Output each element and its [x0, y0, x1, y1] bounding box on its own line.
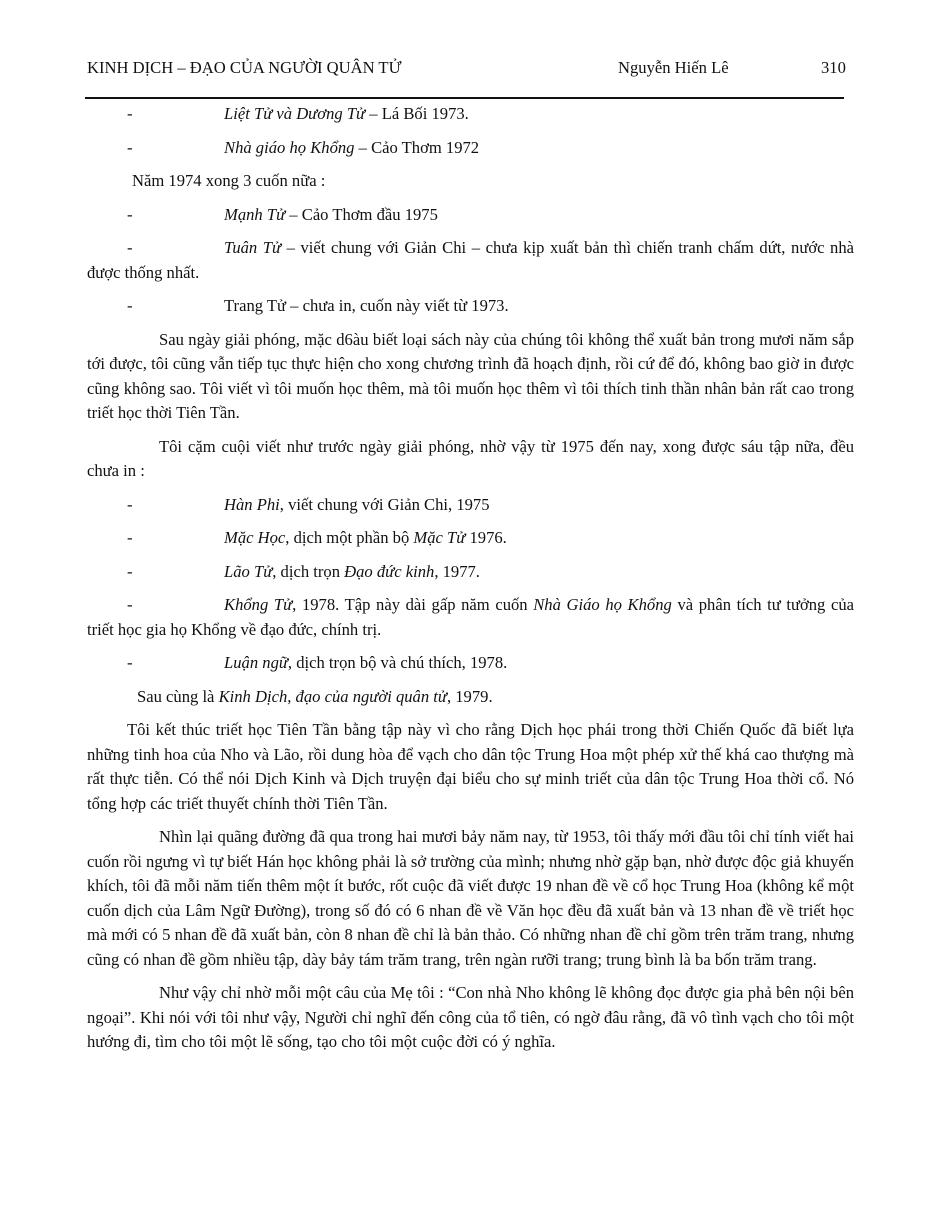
- book-title-italic: Khổng Tử: [224, 595, 293, 614]
- final-line-rest: , 1979.: [446, 686, 493, 706]
- list-dash: -: [127, 653, 133, 672]
- list-item: [87, 593, 854, 642]
- list-item-text: – viết chung với Giản Chi – chưa kịp xuất bản thì chiến tranh chấm dứt, nước nhà được thống nhất.: [87, 238, 854, 282]
- list-dash: -: [127, 561, 133, 581]
- book-title-italic: Hàn Phi: [224, 494, 280, 514]
- list-item: [87, 203, 854, 228]
- paragraph-after-liberation: Sau ngày giải phóng, mặc d6àu biết loại sách này của chúng tôi không thể xuất bản trong mươi năm sắp tới được, tôi cũng vẫn tiếp tục thực hiện cho xong chương trình đã hoạch định, rồi cứ để đó, không bao giờ in được cũng không sao. Tôi viết vì tôi muốn học thêm, mà tôi muốn học thêm vì tôi thích tinh thần nhân bản rất cao trong triết học thời Tiên Tần.: [87, 329, 854, 422]
- paragraph-mother: Như vậy chỉ nhờ mỗi một câu của Mẹ tôi : “Con nhà Nho không lẽ không đọc được gia phả bên nội bên ngoại”. Khi nói với tôi như vậy, Người chỉ nghĩ đến công của tổ tiên, có ngờ đâu rằng, đã vô tình vạch cho tôi một hướng đi, tìm cho tôi một lẽ sống, tạo cho tôi một cuộc đời có ý nghĩa.: [87, 983, 854, 1051]
- list-dash: -: [127, 137, 133, 157]
- list-item-text: , 1978. Tập này dài gấp năm cuốn: [292, 595, 534, 614]
- book-title-italic: Nhà Giáo họ Khổng: [533, 595, 672, 614]
- list-item-text: và phân tích tư tưởng của triết học gia họ Khổng về đạo đức, chính trị.: [87, 595, 854, 639]
- paragraph-look-back: Nhìn lại quãng đường đã qua trong hai mươi bảy năm nay, từ 1953, tôi thấy mới đầu tôi chỉ tính viết hai cuốn rồi ngưng vì tự biết Hán học không phải là sở trường của mình; nhưng nhờ gặp bạn, nhờ được độc giả khuyến khích, tôi đã mỗi năm tiến thêm một ít bước, rốt cuộc đã viết được 19 nhan đề về cổ học Trung Hoa (không kể một cuốn dịch của Lâm Ngữ Đường), trong số đó có 6 nhan đề về Văn học đều đã xuất bản và 13 nhan đề về triết học mà mới có 5 nhan đề đã xuất bản, còn 8 nhan đề chỉ là bản thảo. Có những nhan đề chỉ gồm trên trăm trang, nhưng cũng có nhan đề gồm nhiều tập, dày bảy tám trăm trang, trên ngàn rưỡi trang; trung bình là ba bốn trăm trang.: [87, 827, 854, 969]
- book-title-italic: Lão Tử: [224, 561, 273, 581]
- book-title-italic: Luận ngữ: [224, 653, 288, 672]
- list-dash: -: [127, 204, 133, 224]
- author-name: Nguyễn Hiến Lê: [618, 58, 729, 77]
- list-item: [87, 102, 854, 127]
- final-line: [87, 685, 854, 710]
- list-item: [87, 136, 854, 161]
- list-item-text: , dịch trọn bộ và chú thích, 1978.: [287, 653, 508, 672]
- list-dash: -: [127, 528, 133, 547]
- list-item: [87, 294, 854, 319]
- paragraph-conclusion: Tôi kết thúc triết học Tiên Tần bằng tập này vì cho rằng Dịch học phái trong thời Chiến Quốc đã biết lựa những tinh hoa của Nho và Lão, rồi dung hòa để vạch cho dân tộc Trung Hoa một phép xử thế khá cao thượng mà rất thực tiễn. Có thể nói Dịch Kinh và Dịch truyện đại biểu cho sự minh triết của dân tộc Trung Hoa thời cổ. Nó tổng hợp các triết thuyết chính thời Tiên Tần.: [87, 720, 854, 813]
- list-item: [87, 493, 854, 518]
- final-line-prefix: Sau cùng là: [137, 686, 219, 706]
- list-dash: -: [127, 104, 133, 123]
- list-dash: -: [127, 296, 133, 315]
- intro-1974: Năm 1974 xong 3 cuốn nữa :: [132, 171, 326, 190]
- page-body: [87, 102, 854, 1064]
- list-item-text: – Cảo Thơm đầu 1975: [285, 204, 438, 224]
- list-item-text: , dịch một phần bộ: [285, 528, 414, 547]
- list-item: [87, 651, 854, 676]
- list-dash: -: [127, 494, 133, 514]
- book-title-italic: Nhà giáo họ Khổng: [224, 137, 355, 157]
- page-header: [87, 56, 847, 80]
- list-item-text: 1976.: [465, 528, 507, 547]
- book-title-italic: Đạo đức kinh: [344, 561, 435, 581]
- book-title-italic: Mạnh Tử: [224, 204, 286, 224]
- book-title-italic: Liệt Tử và Dương Tử: [224, 104, 366, 123]
- list-dash: -: [127, 595, 133, 614]
- list-item-text: , viết chung với Giản Chi, 1975: [279, 494, 490, 514]
- book-title-italic: Mặc Học: [224, 528, 286, 547]
- list-dash: -: [127, 238, 133, 257]
- book-title-italic: Mặc Tử: [413, 528, 466, 547]
- list-item: [87, 526, 854, 551]
- list-item-text: Trang Tử – chưa in, cuốn này viết từ 1973.: [224, 296, 509, 315]
- list-item: [87, 236, 854, 285]
- list-item-text: – Cảo Thơm 1972: [354, 137, 480, 157]
- list-item-text: , dịch trọn: [272, 561, 345, 581]
- book-title: KINH DỊCH – ĐẠO CỦA NGƯỜI QUÂN TỬ: [87, 58, 402, 77]
- list-item-text: , 1977.: [434, 561, 480, 581]
- list-item-text: – Lá Bối 1973.: [365, 104, 469, 123]
- paragraph-six-volumes: Tôi cặm cuội viết như trước ngày giải phóng, nhờ vậy từ 1975 đến nay, xong được sáu tập nữa, đều chưa in :: [87, 436, 854, 480]
- page-number: 310: [821, 58, 846, 77]
- book-title-italic: Kinh Dịch, đạo của người quân tử: [218, 686, 447, 706]
- header-rule: [85, 97, 844, 99]
- book-title-italic: Tuân Tử: [224, 238, 282, 257]
- list-item: [87, 560, 854, 585]
